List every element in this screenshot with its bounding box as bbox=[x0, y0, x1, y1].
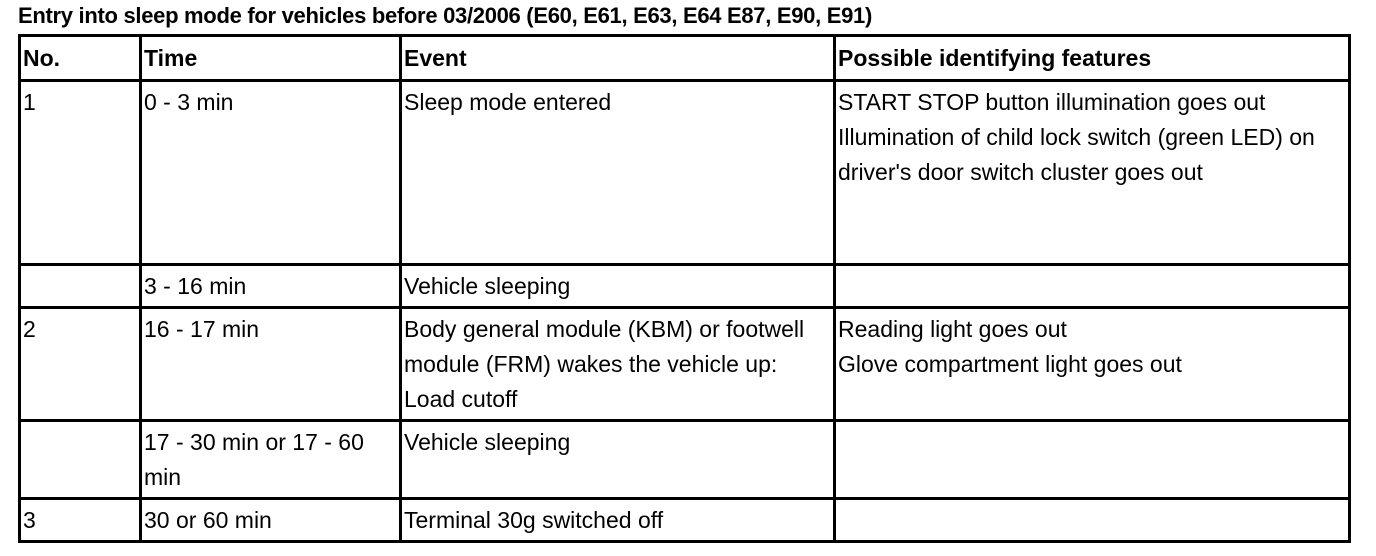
cell-event: Vehicle sleeping bbox=[401, 265, 835, 308]
cell-event: Body general module (KBM) or footwell module (FRM) wakes the vehicle up: Load cutoff bbox=[401, 308, 835, 421]
cell-event: Sleep mode entered bbox=[401, 81, 835, 265]
cell-no: 3 bbox=[20, 499, 141, 542]
cell-time: 3 - 16 min bbox=[141, 265, 401, 308]
table-row bbox=[20, 308, 1350, 421]
cell-features bbox=[835, 308, 1350, 421]
cell-time: 17 - 30 min or 17 - 60 min bbox=[141, 421, 401, 499]
feature-item: Reading light goes out bbox=[838, 316, 1067, 342]
cell-no: 1 bbox=[20, 81, 141, 265]
header-event: Event bbox=[401, 36, 835, 81]
feature-item: Illumination of child lock switch (green LED) on driver's door switch cluster goes out bbox=[838, 124, 1315, 185]
feature-item: Glove compartment light goes out bbox=[838, 351, 1182, 377]
cell-no bbox=[20, 421, 141, 499]
sleep-mode-table bbox=[18, 34, 1351, 543]
cell-features bbox=[835, 421, 1350, 499]
header-features: Possible identifying features bbox=[835, 36, 1350, 81]
cell-time: 0 - 3 min bbox=[141, 81, 401, 265]
cell-no: 2 bbox=[20, 308, 141, 421]
header-no: No. bbox=[20, 36, 141, 81]
table-row bbox=[20, 421, 1350, 499]
table-row bbox=[20, 265, 1350, 308]
cell-event: Vehicle sleeping bbox=[401, 421, 835, 499]
table-header-row bbox=[20, 36, 1350, 81]
cell-features bbox=[835, 81, 1350, 265]
cell-no bbox=[20, 265, 141, 308]
header-time: Time bbox=[141, 36, 401, 81]
table-row bbox=[20, 499, 1350, 542]
document-title: Entry into sleep mode for vehicles before 03/2006 (E60, E61, E63, E64 E87, E90, E91) bbox=[18, 3, 873, 28]
cell-time: 30 or 60 min bbox=[141, 499, 401, 542]
cell-features bbox=[835, 265, 1350, 308]
table-row bbox=[20, 81, 1350, 265]
feature-item: START STOP button illumination goes out bbox=[838, 89, 1266, 115]
cell-event: Terminal 30g switched off bbox=[401, 499, 835, 542]
cell-features bbox=[835, 499, 1350, 542]
cell-time: 16 - 17 min bbox=[141, 308, 401, 421]
